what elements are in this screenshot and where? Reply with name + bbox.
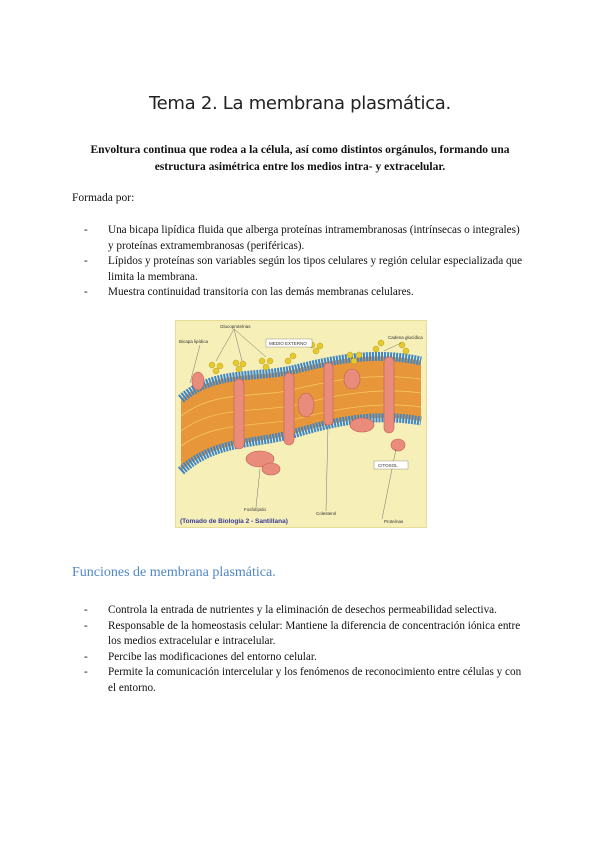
list-dash: - bbox=[84, 650, 88, 663]
figure-credit: (Tomado de Biología 2 - Santillana) bbox=[180, 518, 288, 525]
list-item-text: Controla la entrada de nutrientes y la eliminación de desechos permeabilidad selectiva. bbox=[108, 604, 497, 616]
list-item bbox=[84, 619, 524, 650]
list-item-text: Permite la comunicación intercelular y los fenómenos de reconocimiento entre células y con el entorno. bbox=[108, 666, 522, 694]
membrane-diagram bbox=[175, 320, 427, 528]
composition-list bbox=[84, 223, 524, 301]
definition-paragraph: Envoltura continua que rodea a la célula, así como distintos orgánulos, formando una estructura asimétrica entre los medios intra- y extracelular. bbox=[90, 144, 510, 173]
list-dash: - bbox=[84, 224, 88, 236]
list-item bbox=[84, 254, 524, 285]
label-glucoproteinas: Glucoproteínas bbox=[220, 324, 251, 329]
list-item-text: Una bicapa lipídica fluida que alberga proteínas intramembranosas (intrínsecas o integrales) y proteínas extramembranosas (periféricas). bbox=[108, 224, 520, 252]
list-item bbox=[84, 650, 524, 666]
label-bicapa: Bicapa lipídica bbox=[179, 339, 209, 344]
list-dash: - bbox=[84, 619, 88, 632]
formada-por-label: Formada por: bbox=[72, 192, 135, 204]
list-item bbox=[84, 665, 524, 696]
peripheral-protein bbox=[344, 369, 360, 389]
integral-protein bbox=[284, 373, 294, 445]
list-item bbox=[84, 223, 524, 254]
peripheral-protein bbox=[192, 372, 204, 390]
integral-protein bbox=[234, 379, 244, 449]
peripheral-protein bbox=[350, 418, 374, 432]
label-medio-externo: MEDIO EXTERNO bbox=[269, 341, 307, 346]
list-dash: - bbox=[84, 666, 88, 678]
integral-protein bbox=[324, 363, 333, 425]
list-dash: - bbox=[84, 255, 88, 267]
list-item-text: Responsable de la homeostasis celular: Mantiene la diferencia de concentración iónica entre los medios extracelular e intracelular. bbox=[108, 619, 521, 647]
peripheral-protein bbox=[262, 463, 280, 475]
page-title: Tema 2. La membrana plasmática. bbox=[149, 93, 451, 114]
label-fosfolipido: Fosfolípido bbox=[244, 507, 267, 512]
peripheral-protein bbox=[391, 439, 405, 451]
functions-list bbox=[84, 603, 524, 696]
label-proteinas: Proteínas bbox=[384, 519, 404, 524]
list-dash: - bbox=[84, 286, 88, 298]
membrane-diagram-svg bbox=[176, 321, 426, 527]
label-citosol: CITOSOL bbox=[378, 463, 398, 468]
functions-heading: Funciones de membrana plasmática. bbox=[72, 565, 276, 580]
peripheral-protein bbox=[298, 393, 314, 417]
list-item-text: Muestra continuidad transitoria con las demás membranas celulares. bbox=[108, 286, 414, 298]
list-dash: - bbox=[84, 604, 88, 616]
integral-protein bbox=[384, 357, 394, 433]
label-colesterol: Colesterol bbox=[316, 511, 337, 516]
list-item-text: Lípidos y proteínas son variables según los tipos celulares y región celular especializada que limita la membrana. bbox=[108, 255, 523, 283]
list-item-text: Percibe las modificaciones del entorno celular. bbox=[108, 650, 317, 663]
label-cadena: Cadena glucídica bbox=[388, 335, 423, 340]
list-item bbox=[84, 603, 524, 619]
list-item bbox=[84, 285, 524, 301]
